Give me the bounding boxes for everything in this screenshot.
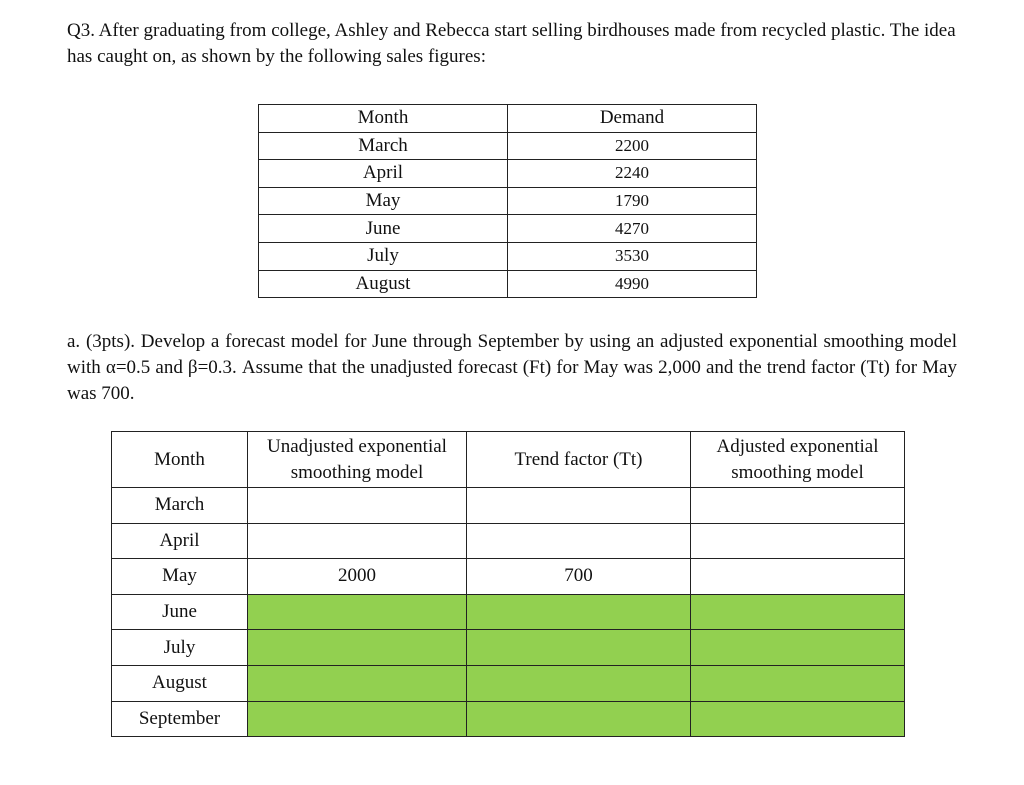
month-cell: July	[112, 630, 248, 666]
header-unadjusted-line1: Unadjusted exponential	[267, 435, 447, 457]
demand-cell: 4270	[508, 215, 757, 243]
month-cell: September	[112, 701, 248, 737]
demand-cell: 4990	[508, 270, 757, 298]
unadjusted-answer-cell[interactable]	[248, 665, 467, 701]
part-a-instructions: a. (3pts). Develop a forecast model for June through September by using an adjusted exponential smoothing model with α=0.5 and β=0.3. Assume that the unadjusted forecast (Ft) for May was 2,000 and the trend factor (Tt) for May was 700.	[67, 331, 957, 404]
header-month: Month	[112, 432, 248, 488]
month-cell: March	[259, 132, 508, 160]
trend-answer-cell[interactable]	[467, 701, 691, 737]
table-header-row	[259, 105, 757, 133]
unadjusted-cell: 2000	[248, 559, 467, 595]
month-cell: August	[112, 665, 248, 701]
table-row	[112, 559, 905, 595]
month-cell: April	[259, 160, 508, 188]
table-row	[112, 523, 905, 559]
table-row	[112, 488, 905, 524]
unadjusted-answer-cell[interactable]	[248, 594, 467, 630]
table-row	[259, 270, 757, 298]
month-cell: June	[112, 594, 248, 630]
table-row	[259, 215, 757, 243]
trend-answer-cell[interactable]	[467, 594, 691, 630]
trend-cell: 700	[467, 559, 691, 595]
header-unadjusted	[248, 432, 467, 488]
adjusted-cell	[691, 488, 905, 524]
adjusted-answer-cell[interactable]	[691, 594, 905, 630]
forecast-table	[111, 431, 905, 737]
table-row	[112, 594, 905, 630]
adjusted-cell	[691, 559, 905, 595]
table-row	[112, 701, 905, 737]
demand-cell: 2240	[508, 160, 757, 188]
month-cell: June	[259, 215, 508, 243]
demand-cell: 3530	[508, 242, 757, 270]
trend-answer-cell[interactable]	[467, 665, 691, 701]
month-cell: May	[259, 187, 508, 215]
table-row	[259, 160, 757, 188]
header-adjusted-line2: smoothing model	[731, 461, 864, 483]
table-row	[259, 187, 757, 215]
table-header-row	[112, 432, 905, 488]
demand-cell: 1790	[508, 187, 757, 215]
demand-cell: 2200	[508, 132, 757, 160]
sales-figures-table	[258, 104, 757, 298]
header-unadjusted-line2: smoothing model	[290, 461, 424, 483]
table-row	[259, 132, 757, 160]
unadjusted-answer-cell[interactable]	[248, 701, 467, 737]
header-adjusted	[691, 432, 905, 488]
header-adjusted-line1: Adjusted exponential	[716, 435, 879, 457]
trend-answer-cell[interactable]	[467, 630, 691, 666]
unadjusted-cell	[248, 488, 467, 524]
adjusted-cell	[691, 523, 905, 559]
header-trend: Trend factor (Tt)	[467, 432, 691, 488]
header-demand: Demand	[508, 105, 757, 133]
header-month: Month	[259, 105, 508, 133]
question-intro: Q3. After graduating from college, Ashley and Rebecca start selling birdhouses made from recycled plastic. The idea has caught on, as shown by the following sales figures:	[67, 20, 956, 67]
adjusted-answer-cell[interactable]	[691, 701, 905, 737]
unadjusted-answer-cell[interactable]	[248, 630, 467, 666]
adjusted-answer-cell[interactable]	[691, 630, 905, 666]
table-row	[112, 630, 905, 666]
month-cell: August	[259, 270, 508, 298]
month-cell: April	[112, 523, 248, 559]
trend-cell	[467, 488, 691, 524]
unadjusted-cell	[248, 523, 467, 559]
month-cell: July	[259, 242, 508, 270]
table-row	[112, 665, 905, 701]
table-row	[259, 242, 757, 270]
month-cell: May	[112, 559, 248, 595]
trend-cell	[467, 523, 691, 559]
month-cell: March	[112, 488, 248, 524]
adjusted-answer-cell[interactable]	[691, 665, 905, 701]
